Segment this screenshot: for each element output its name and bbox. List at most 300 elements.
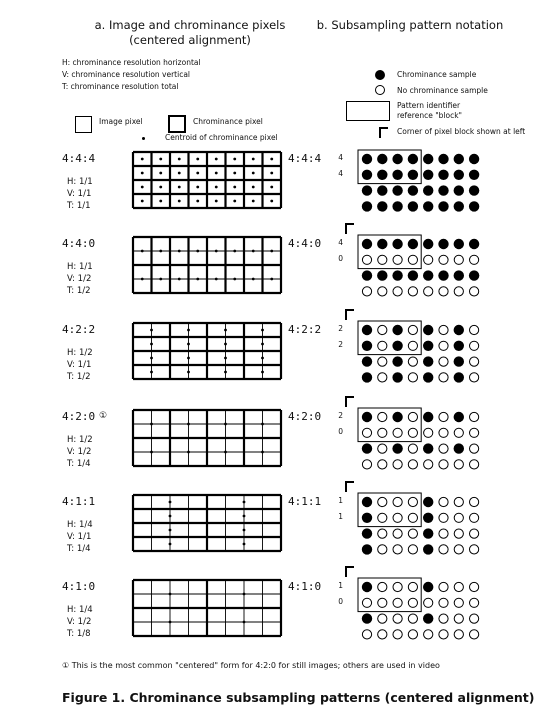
no-chrominance-sample xyxy=(470,529,479,538)
no-chrominance-sample xyxy=(362,428,371,437)
centroid-dot xyxy=(233,186,236,189)
no-chrominance-sample xyxy=(424,287,433,296)
pattern-identifier-b: 4 xyxy=(338,168,343,178)
centroid-dot xyxy=(215,278,218,281)
centroid-dot xyxy=(224,371,227,374)
chrominance-sample xyxy=(454,185,464,195)
centroid-dot xyxy=(150,451,153,454)
centroid-dot xyxy=(252,186,255,189)
centroid-dot xyxy=(169,501,172,504)
no-chrominance-sample xyxy=(439,444,448,453)
no-chrominance-sample xyxy=(470,357,479,366)
no-chrominance-sample xyxy=(439,460,448,469)
resolution-h: H: 1/4 xyxy=(67,605,93,615)
chrominance-sample xyxy=(423,528,433,538)
centroid-dot xyxy=(215,186,218,189)
chrominance-sample xyxy=(362,613,372,623)
centroid-dot xyxy=(270,250,273,253)
pattern-identifier-a: 4 xyxy=(338,153,343,162)
image-pixel-label: Image pixel xyxy=(99,117,143,126)
centroid-dot xyxy=(270,186,273,189)
resolution-t: T: 1/4 xyxy=(67,544,91,554)
no-chrominance-sample xyxy=(393,545,402,554)
no-chrominance-sample xyxy=(362,287,371,296)
ratio-label: 4:1:0 xyxy=(62,580,96,593)
no-chrominance-sample xyxy=(378,428,387,437)
no-chrominance-sample xyxy=(454,460,463,469)
chrominance-sample xyxy=(423,412,433,422)
pattern-ratio-label: 4:1:1 xyxy=(288,495,322,508)
centroid-dot xyxy=(178,278,181,281)
resolution-h: H: 1/1 xyxy=(67,177,93,187)
chrominance-sample xyxy=(362,443,372,453)
no-chrominance-sample xyxy=(439,412,448,421)
no-chrominance-sample xyxy=(378,255,387,264)
chrominance-sample xyxy=(377,170,387,180)
centroid-dot xyxy=(215,250,218,253)
no-chrominance-sample xyxy=(470,630,479,639)
chrominance-sample xyxy=(454,170,464,180)
chrominance-sample xyxy=(423,497,433,507)
centroid-dot xyxy=(233,278,236,281)
no-chrominance-sample xyxy=(393,255,402,264)
centroid-dot xyxy=(252,250,255,253)
resolution-t: T: 1/2 xyxy=(67,286,91,296)
chrominance-sample xyxy=(392,325,402,335)
pattern-identifier-line2: reference "block" xyxy=(397,111,462,120)
resolution-h: H: 1/4 xyxy=(67,520,93,530)
no-chrominance-sample xyxy=(408,630,417,639)
centroid-dot xyxy=(187,343,190,346)
no-chrominance-sample xyxy=(408,545,417,554)
no-chrominance-sample xyxy=(439,341,448,350)
chrominance-sample xyxy=(362,170,372,180)
resolution-t: T: 1/1 xyxy=(67,201,91,211)
chrominance-sample xyxy=(362,544,372,554)
no-chrominance-sample xyxy=(408,460,417,469)
resolution-v: V: 1/1 xyxy=(67,360,92,370)
resolution-legend xyxy=(62,57,201,93)
centroid-dot xyxy=(150,329,153,332)
pixel-grid xyxy=(132,579,282,637)
left-title-line1: a. Image and chrominance pixels xyxy=(94,18,286,32)
chrominance-sample xyxy=(392,341,402,351)
corner-marker-icon xyxy=(346,310,354,320)
no-chrominance-sample xyxy=(393,614,402,623)
sample-pattern xyxy=(330,394,490,474)
centroid-dot xyxy=(187,451,190,454)
chrominance-sample xyxy=(469,185,479,195)
resolution-values xyxy=(67,519,93,555)
legend-t: T: chrominance resolution total xyxy=(62,82,179,91)
chrominance-sample xyxy=(362,201,372,211)
no-chrominance-sample xyxy=(439,529,448,538)
no-chrominance-sample xyxy=(470,545,479,554)
pattern-identifier-b: 0 xyxy=(338,426,343,436)
centroid-dot xyxy=(224,423,227,426)
chrominance-sample xyxy=(392,170,402,180)
no-chrominance-sample xyxy=(378,582,387,591)
no-chrominance-sample xyxy=(362,630,371,639)
pattern-ratio-label: 4:2:2 xyxy=(288,323,322,336)
no-chrominance-sample xyxy=(470,341,479,350)
resolution-values xyxy=(67,347,93,383)
centroid-dot xyxy=(224,357,227,360)
centroid-dot xyxy=(141,278,144,281)
no-chrominance-sample xyxy=(393,529,402,538)
centroid-dot xyxy=(196,172,199,175)
chrominance-sample xyxy=(408,170,418,180)
pattern-identifier-a: 4 xyxy=(338,238,343,247)
no-chrominance-sample xyxy=(424,428,433,437)
no-chrominance-sample xyxy=(408,444,417,453)
no-chrominance-sample xyxy=(408,357,417,366)
ratio-label: 4:4:4 xyxy=(62,152,96,165)
sample-pattern xyxy=(330,564,490,644)
centroid-dot xyxy=(187,423,190,426)
resolution-v: V: 1/1 xyxy=(67,189,92,199)
no-chrominance-sample xyxy=(378,287,387,296)
centroid-dot xyxy=(261,423,264,426)
no-chrominance-sample xyxy=(439,255,448,264)
chrominance-sample xyxy=(423,341,433,351)
centroid-dot xyxy=(159,158,162,161)
chrominance-sample xyxy=(392,154,402,164)
no-chrominance-sample xyxy=(454,582,463,591)
centroid-dot xyxy=(141,172,144,175)
chrominance-sample xyxy=(454,356,464,366)
pattern-identifier-a: 2 xyxy=(338,324,343,333)
centroid-dot xyxy=(150,357,153,360)
centroid-dot xyxy=(215,172,218,175)
pattern-ratio-label: 4:4:4 xyxy=(288,152,322,165)
chrominance-sample xyxy=(423,270,433,280)
chrominance-sample xyxy=(423,170,433,180)
centroid-dot xyxy=(169,593,172,596)
chrominance-sample xyxy=(392,239,402,249)
pattern-identifier-b: 0 xyxy=(338,253,343,263)
no-chrominance-sample xyxy=(454,630,463,639)
no-chrominance-sample xyxy=(393,598,402,607)
chrominance-sample xyxy=(454,201,464,211)
chrominance-sample xyxy=(454,239,464,249)
chrominance-sample xyxy=(438,270,448,280)
no-chrominance-sample xyxy=(454,255,463,264)
ratio-label: 4:2:0 xyxy=(62,410,96,423)
corner-label: Corner of pixel block shown at left xyxy=(397,127,526,136)
chrominance-sample xyxy=(362,185,372,195)
no-chrominance-sample xyxy=(454,598,463,607)
chrominance-sample xyxy=(438,170,448,180)
chrominance-sample xyxy=(392,443,402,453)
resolution-values xyxy=(67,261,93,297)
image-pixel-swatch xyxy=(75,116,92,133)
sample-pattern xyxy=(330,479,490,559)
right-title: b. Subsampling pattern notation xyxy=(316,18,504,32)
centroid-dot xyxy=(270,200,273,203)
centroid-dot xyxy=(141,200,144,203)
centroid-dot xyxy=(196,186,199,189)
no-chrominance-sample xyxy=(408,497,417,506)
sample-pattern xyxy=(330,307,490,387)
no-chrominance-sample xyxy=(470,598,479,607)
pixel-grid xyxy=(132,151,282,209)
chrominance-sample xyxy=(454,154,464,164)
no-chrominance-sample xyxy=(393,513,402,522)
resolution-v: V: 1/2 xyxy=(67,447,92,457)
pattern-identifier-label xyxy=(397,101,462,121)
centroid-dot xyxy=(243,515,246,518)
centroid-dot xyxy=(141,250,144,253)
centroid-dot xyxy=(243,501,246,504)
centroid-dot xyxy=(169,621,172,624)
no-chrominance-sample xyxy=(378,529,387,538)
chrominance-sample xyxy=(423,201,433,211)
footnote-marker: ① xyxy=(99,411,108,421)
chrominance-sample xyxy=(362,239,372,249)
chrominance-sample xyxy=(469,201,479,211)
centroid-dot xyxy=(150,371,153,374)
chrominance-pixel-label: Chrominance pixel xyxy=(193,117,263,126)
chrominance-sample xyxy=(454,270,464,280)
centroid-dot xyxy=(233,158,236,161)
resolution-values xyxy=(67,604,93,640)
chrominance-sample xyxy=(362,154,372,164)
no-chrominance-sample xyxy=(470,428,479,437)
chrominance-sample xyxy=(362,528,372,538)
chrominance-sample xyxy=(454,412,464,422)
no-chrominance-sample xyxy=(408,428,417,437)
legend-h: H: chrominance resolution horizontal xyxy=(62,58,201,67)
centroid-dot xyxy=(224,451,227,454)
chrominance-sample xyxy=(423,154,433,164)
no-chrominance-sample xyxy=(378,357,387,366)
chrominance-sample xyxy=(423,443,433,453)
centroid-dot xyxy=(261,451,264,454)
centroid-dot xyxy=(159,172,162,175)
no-chrominance-sample xyxy=(378,412,387,421)
centroid-dot xyxy=(196,278,199,281)
centroid-dot xyxy=(261,343,264,346)
chrominance-sample xyxy=(392,356,402,366)
chrominance-sample xyxy=(423,239,433,249)
chrominance-sample xyxy=(423,372,433,382)
centroid-dot xyxy=(224,343,227,346)
pattern-ratio-label: 4:2:0 xyxy=(288,410,322,423)
no-chrominance-sample xyxy=(470,325,479,334)
chrominance-sample xyxy=(362,412,372,422)
resolution-t: T: 1/4 xyxy=(67,459,91,469)
no-chrominance-sample xyxy=(393,497,402,506)
no-chrominance-sample xyxy=(470,582,479,591)
chrominance-sample xyxy=(423,582,433,592)
centroid-dot xyxy=(243,621,246,624)
no-chrominance-sample xyxy=(408,412,417,421)
chrominance-sample xyxy=(362,325,372,335)
no-chrominance-sample xyxy=(362,598,371,607)
no-chrominance-sample xyxy=(408,513,417,522)
centroid-dot xyxy=(150,343,153,346)
centroid-dot xyxy=(159,200,162,203)
resolution-t: T: 1/2 xyxy=(67,372,91,382)
chrominance-sample xyxy=(438,154,448,164)
no-chrominance-sample xyxy=(454,614,463,623)
no-chrominance-sample xyxy=(378,598,387,607)
chrominance-sample xyxy=(423,185,433,195)
sample-pattern xyxy=(330,136,490,216)
figure-caption: Figure 1. Chrominance subsampling patterns (centered alignment) xyxy=(62,690,535,705)
chrominance-sample xyxy=(362,356,372,366)
centroid-dot xyxy=(159,278,162,281)
resolution-v: V: 1/2 xyxy=(67,617,92,627)
centroid-dot xyxy=(169,543,172,546)
chrominance-sample xyxy=(408,154,418,164)
centroid-dot xyxy=(252,200,255,203)
pixel-grid xyxy=(132,236,282,294)
resolution-t: T: 1/8 xyxy=(67,629,91,639)
no-chrominance-sample xyxy=(408,529,417,538)
no-chrominance-sample xyxy=(393,287,402,296)
corner-marker-icon xyxy=(346,482,354,492)
centroid-dot xyxy=(233,172,236,175)
no-chrominance-sample xyxy=(424,598,433,607)
no-chrominance-sample xyxy=(378,373,387,382)
footnote: ① This is the most common "centered" form for 4:2:0 for still images; others are used in video xyxy=(62,661,440,670)
no-chrominance-sample xyxy=(378,444,387,453)
chrominance-sample xyxy=(377,239,387,249)
chrominance-sample xyxy=(454,325,464,335)
pattern-identifier-a: 1 xyxy=(338,581,343,590)
centroid-dot xyxy=(187,371,190,374)
empty-sample-swatch xyxy=(375,85,385,95)
no-chrominance-sample xyxy=(439,513,448,522)
pixel-grid xyxy=(132,322,282,380)
chrominance-sample xyxy=(454,443,464,453)
centroid-dot xyxy=(233,250,236,253)
no-chrominance-sample xyxy=(362,255,371,264)
chrominance-sample xyxy=(454,341,464,351)
centroid-dot xyxy=(215,200,218,203)
chrominance-sample xyxy=(408,270,418,280)
no-chrominance-sample xyxy=(378,341,387,350)
no-chrominance-sample xyxy=(454,497,463,506)
chrominance-sample xyxy=(392,270,402,280)
chrominance-sample xyxy=(362,497,372,507)
centroid-dot xyxy=(270,278,273,281)
centroid-dot xyxy=(169,529,172,532)
centroid-dot xyxy=(270,158,273,161)
left-title xyxy=(80,18,300,48)
resolution-values xyxy=(67,176,93,212)
no-chrominance-sample xyxy=(408,614,417,623)
no-chrominance-sample xyxy=(470,614,479,623)
centroid-dot xyxy=(261,357,264,360)
chrominance-sample xyxy=(408,185,418,195)
no-chrominance-sample xyxy=(378,630,387,639)
no-chrominance-sample xyxy=(470,412,479,421)
pattern-block-swatch xyxy=(346,101,390,121)
resolution-values xyxy=(67,434,93,470)
pattern-ratio-label: 4:4:0 xyxy=(288,237,322,250)
chrominance-sample xyxy=(423,613,433,623)
no-chrominance-sample xyxy=(378,614,387,623)
no-chrominance-sample xyxy=(408,287,417,296)
pattern-identifier-a: 2 xyxy=(338,411,343,420)
chrominance-sample xyxy=(469,170,479,180)
centroid-dot xyxy=(261,371,264,374)
no-chrominance-sample xyxy=(454,513,463,522)
resolution-h: H: 1/1 xyxy=(67,262,93,272)
centroid-dot xyxy=(261,329,264,332)
no-chrominance-sample xyxy=(439,373,448,382)
centroid-dot xyxy=(196,158,199,161)
no-chrominance-sample xyxy=(439,325,448,334)
chrominance-sample xyxy=(362,341,372,351)
centroid-dot xyxy=(178,250,181,253)
corner-marker-icon xyxy=(346,397,354,407)
ratio-label: 4:1:1 xyxy=(62,495,96,508)
chrominance-sample xyxy=(362,270,372,280)
centroid-dot xyxy=(178,186,181,189)
no-chrominance-sample xyxy=(470,497,479,506)
pattern-ratio-label: 4:1:0 xyxy=(288,580,322,593)
no-chrominance-sample xyxy=(454,545,463,554)
centroid-dot xyxy=(252,278,255,281)
filled-sample-swatch xyxy=(375,70,385,80)
centroid-dot xyxy=(178,200,181,203)
no-chrominance-sample xyxy=(378,460,387,469)
chrominance-sample xyxy=(362,372,372,382)
pixel-grid xyxy=(132,409,282,467)
no-chrominance-sample xyxy=(378,545,387,554)
no-chrominance-sample xyxy=(470,460,479,469)
chrominance-sample xyxy=(438,185,448,195)
chrominance-sample xyxy=(469,154,479,164)
no-chrominance-sample xyxy=(439,545,448,554)
no-chrominance-sample xyxy=(378,325,387,334)
chrominance-sample xyxy=(392,185,402,195)
no-chrominance-sample xyxy=(408,255,417,264)
chrominance-sample xyxy=(438,201,448,211)
chrominance-sample xyxy=(377,185,387,195)
corner-marker-icon xyxy=(346,224,354,234)
centroid-dot xyxy=(159,250,162,253)
chrominance-sample xyxy=(408,239,418,249)
chrominance-sample xyxy=(362,582,372,592)
no-chrominance-sample xyxy=(439,598,448,607)
no-chrominance-sample xyxy=(393,428,402,437)
no-chrominance-sample xyxy=(378,513,387,522)
sample-pattern xyxy=(330,221,490,301)
no-chrominance-sample xyxy=(408,598,417,607)
no-chrominance-sample xyxy=(470,287,479,296)
chrominance-sample-label: Chrominance sample xyxy=(397,70,477,79)
no-chrominance-sample xyxy=(393,630,402,639)
resolution-v: V: 1/1 xyxy=(67,532,92,542)
no-chrominance-sample xyxy=(424,255,433,264)
centroid-dot xyxy=(215,158,218,161)
chrominance-sample xyxy=(469,239,479,249)
centroid-dot xyxy=(187,329,190,332)
chrominance-sample xyxy=(392,372,402,382)
chrominance-sample xyxy=(408,201,418,211)
resolution-h: H: 1/2 xyxy=(67,348,93,358)
centroid-label: Centroid of chrominance pixel xyxy=(165,133,278,142)
centroid-dot xyxy=(178,158,181,161)
chrominance-sample xyxy=(423,544,433,554)
centroid-dot xyxy=(233,200,236,203)
no-chrominance-sample xyxy=(470,513,479,522)
